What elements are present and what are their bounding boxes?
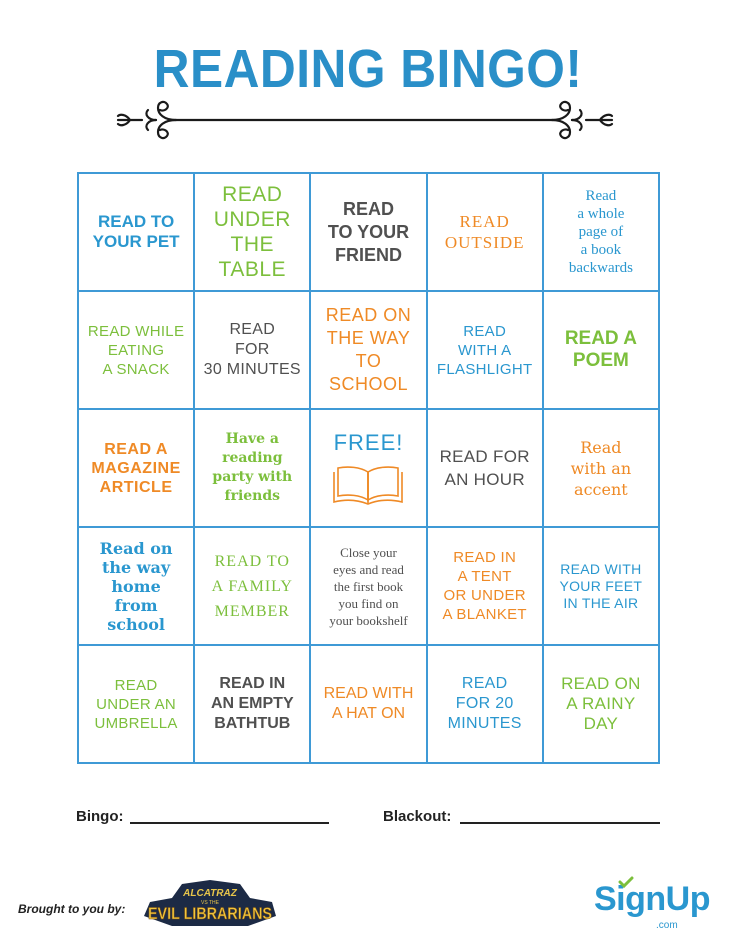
signup-logo [594,880,720,936]
open-book-icon [332,462,404,506]
bingo-cell[interactable] [544,410,660,528]
bingo-cell[interactable] [195,646,311,764]
evil-librarians-logo [140,872,280,930]
evil-logo-top-text: ALCATRAZ [183,888,237,899]
bingo-cell[interactable] [79,646,195,764]
bingo-line[interactable] [130,822,329,824]
bingo-cell-text: READ FOR 20 MINUTES [447,675,522,732]
bingo-cell-text: READ UNDER AN UMBRELLA [94,676,178,732]
bingo-cell-text: Read a whole page of a book backwards [568,188,633,276]
bingo-cell-text: Close your eyes and read the first book you find on your bookshelf [329,544,408,628]
signup-domain-text: .com [656,920,678,931]
evil-logo-main-text: EVIL LIBRARIANS [148,904,272,923]
bingo-cell-text: READ OUTSIDE [444,212,525,252]
bingo-cell[interactable] [195,174,311,292]
bingo-cell[interactable] [428,410,544,528]
bingo-cell[interactable] [311,292,427,410]
page-title: READING BINGO! [153,39,583,99]
bingo-cell-text: READ WHILE EATING A SNACK [87,322,185,378]
bingo-cell-text: Read with an accent [570,437,632,499]
bingo-cell[interactable] [428,174,544,292]
bingo-cell[interactable] [544,292,660,410]
bingo-cell[interactable] [311,646,427,764]
bingo-cell-text: READ UNDER THE TABLE [213,183,291,281]
bingo-cell[interactable] [195,528,311,646]
bingo-cell-text: READ WITH YOUR FEET IN THE AIR [559,560,643,611]
bingo-cell-text: READ WITH A HAT ON [323,685,414,722]
bingo-cell[interactable] [79,410,195,528]
bingo-cell-text: READ A MAGAZINE ARTICLE [91,440,181,496]
bingo-cell[interactable] [79,528,195,646]
evil-logo-mid-text: VS THE [201,900,219,906]
bingo-cell[interactable] [428,292,544,410]
bingo-cell-text: READ FOR 30 MINUTES [203,321,301,378]
bingo-cell-free[interactable] [311,410,427,528]
bingo-label: Bingo: [76,808,124,825]
blackout-label: Blackout: [383,808,452,825]
bingo-cell-text: READ FOR AN HOUR [439,447,530,489]
bingo-cell[interactable] [195,292,311,410]
bingo-cell[interactable] [544,646,660,764]
free-label: FREE! [333,430,404,455]
bingo-cell[interactable] [544,528,660,646]
bingo-cell-text: READ WITH A FLASHLIGHT [436,322,533,378]
bingo-cell[interactable] [311,528,427,646]
bingo-cell[interactable] [79,174,195,292]
brought-to-you-label: Brought to you by: [18,902,126,916]
bingo-cell-text: READ ON THE WAY TO SCHOOL [325,305,412,394]
ornamental-divider [112,92,624,148]
bingo-cell-text: Have a reading party with friends [212,431,293,504]
bingo-cell[interactable] [428,646,544,764]
bingo-cell-text: READ IN AN EMPTY BATHTUB [210,675,294,732]
checkmark-icon [618,876,634,888]
bingo-cell-text: READ TO YOUR FRIEND [327,198,410,265]
bingo-cell-text: READ A POEM [564,328,637,371]
bingo-cell-text: READ TO A FAMILY MEMBER [211,552,293,620]
blackout-line[interactable] [460,822,660,824]
bingo-cell-text: READ TO YOUR PET [92,212,180,251]
signup-logo-text: SignUp [594,880,710,918]
bingo-cell-text: READ ON A RAINY DAY [561,674,641,733]
bingo-cell[interactable] [79,292,195,410]
bingo-grid [77,172,660,764]
bingo-cell[interactable] [428,528,544,646]
bingo-cell[interactable] [544,174,660,292]
bingo-cell-text: READ IN A TENT OR UNDER A BLANKET [442,549,527,623]
bingo-cell-text: Read on the way home from school [99,538,173,634]
bingo-cell[interactable] [195,410,311,528]
bingo-cell[interactable] [311,174,427,292]
